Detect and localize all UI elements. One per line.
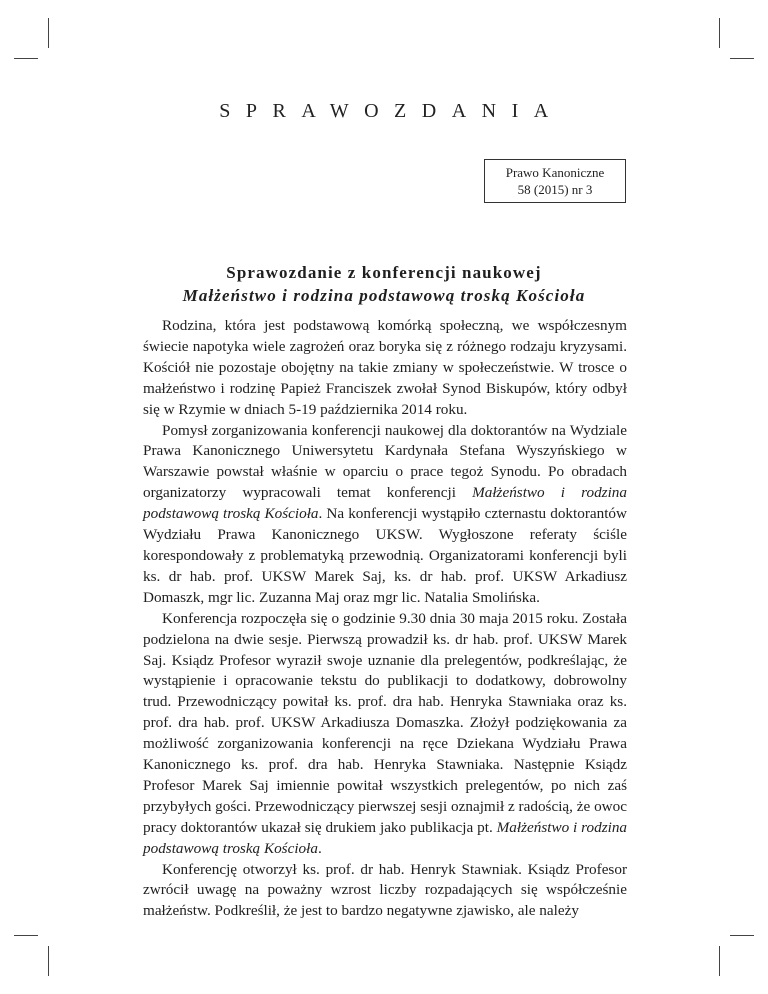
paragraph-3-italic-title: Małżeństwo i rodzina podstawową troską Kościoła	[143, 818, 628, 857]
crop-mark-bottom-right-horizontal	[730, 935, 754, 936]
paragraph-4: Konferencję otworzył ks. prof. dr hab. Henryk Stawniak. Ksiądz Profesor zwrócił uwagę na poważny wzrost liczby rozpadających się współcześnie małżeństw. Podkreślił, że jest to bardzo negatywne zjawisko, ale należy	[143, 860, 627, 920]
section-title: SPRAWOZDANIA	[219, 100, 564, 122]
journal-name: Prawo Kanoniczne	[505, 165, 605, 180]
paragraph-3-text-a: Konferencja rozpoczęła się o godzinie 9.30 dnia 30 maja 2015 roku. Została podzielona na dwie sesje. Pierwszą prowadził ks. dr hab. prof. UKSW Marek Saj. Ksiądz Profesor wyraził swoje uznanie dla prelegentów, podkreślając, że wystąpienie i opracowanie tekstu do publikacji to dodatkowy, dobrowolny trud. Przewodniczący powitał ks. prof. dra hab. Henryka Stawniaka oraz ks. prof. dra hab. prof. UKSW Arkadiusza Domaszka. Złożył podziękowania za możliwość zorganizowania konferencji na ręce Dziekana Wydziału Prawa Kanonicznego ks. prof. dra hab. Henryka Stawniaka. Następnie Ksiądz Profesor Marek Saj imiennie powitał wszystkich prelegentów, po nich zaś przybyłych gości. Przewodniczący pierwszej sesji oznajmił z radością, że owoc pracy doktorantów ukazał się drukiem jako publikacja pt.	[143, 609, 627, 836]
article-subtitle: Małżeństwo i rodzina podstawową troską Kościoła	[182, 286, 586, 305]
crop-mark-top-left-horizontal	[14, 58, 38, 59]
paragraph-3-text-b: .	[317, 839, 322, 857]
crop-mark-top-right-horizontal	[730, 58, 754, 59]
paragraph-2-text-b: . Na konferencji wystąpiło czternastu doktorantów Wydziału Prawa Kanonicznego UKSW. Wygłoszone referaty ściśle korespondowały z problematyką przewodnią. Organizatorami konferencji byli ks. dr hab. prof. UKSW Marek Saj, ks. dr hab. prof. UKSW Arkadiusz Domaszk, mgr lic. Zuzanna Maj oraz mgr lic. Natalia Smolińska.	[143, 505, 627, 606]
crop-mark-bottom-left-vertical	[48, 946, 49, 976]
article-body	[143, 316, 627, 922]
journal-volume: 58 (2015) nr 3	[517, 182, 593, 197]
article-title: Sprawozdanie z konferencji naukowej	[226, 263, 542, 282]
journal-info-box	[484, 159, 626, 203]
paragraph-2	[143, 421, 627, 609]
crop-mark-top-left-vertical	[48, 18, 49, 48]
paragraph-1: Rodzina, która jest podstawową komórką społeczną, we współczesnym świecie napotyka wiele zagrożeń oraz boryka się z różnego rodzaju kryzysami. Kościół nie pozostaje obojętny na takie zmiany w społeczeństwie. W trosce o małżeństwo i rodzinę Papież Franciszek zwołał Synod Biskupów, który odbył się w Rzymie w dniach 5-19 października 2014 roku.	[143, 317, 627, 418]
paragraph-2-italic-title: Małżeństwo i rodzina podstawową troską Kościoła	[143, 484, 627, 523]
crop-mark-bottom-right-vertical	[719, 946, 720, 976]
article-heading	[0, 261, 768, 307]
crop-mark-bottom-left-horizontal	[14, 935, 38, 936]
paragraph-3	[143, 609, 627, 860]
paragraph-2-text-a: Pomysł zorganizowania konferencji naukowej dla doktorantów na Wydziale Prawa Kanonicznego Uniwersytetu Kardynała Stefana Wyszyńskiego w Warszawie powstał właśnie w oparciu o prace tegoż Synodu. Po obradach organizatorzy wypracowali temat konferencji	[143, 421, 627, 502]
crop-mark-top-right-vertical	[719, 18, 720, 48]
